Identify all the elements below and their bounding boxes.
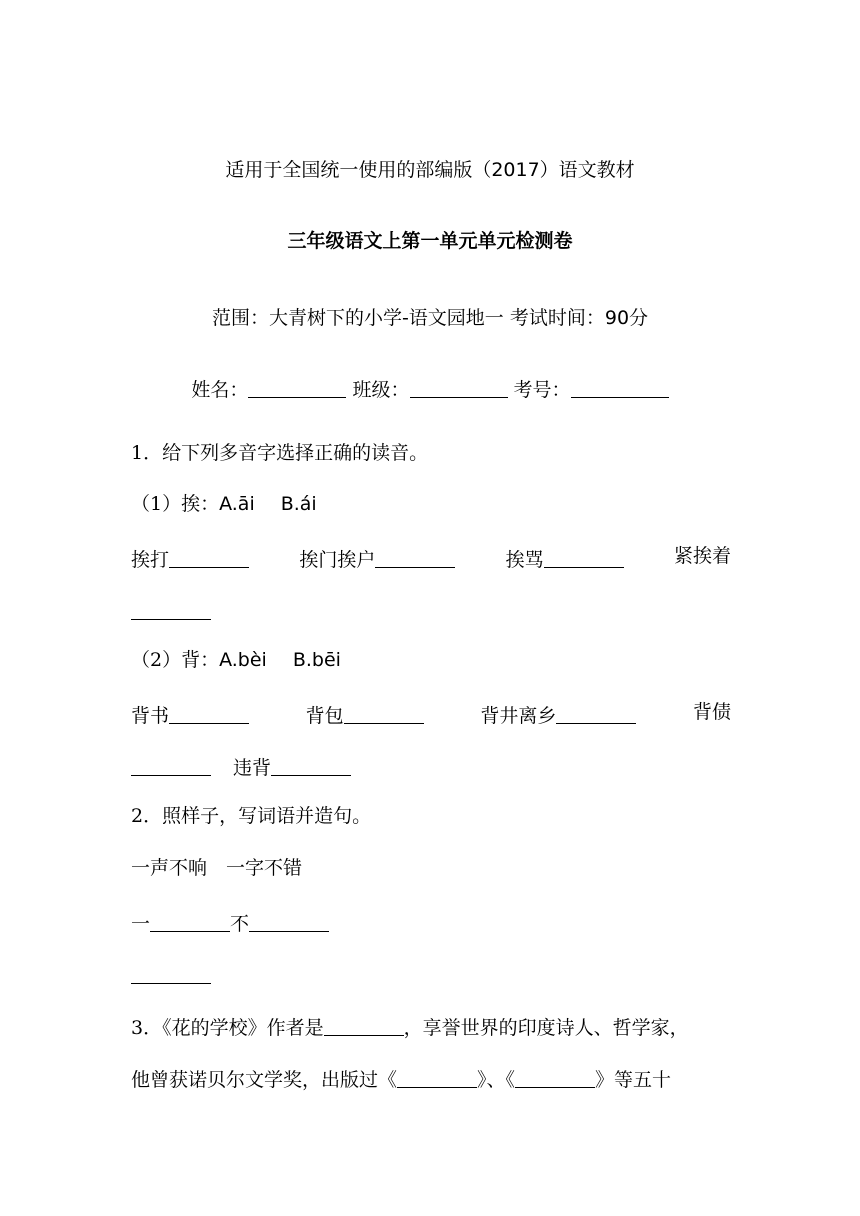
q2-sentence-row xyxy=(131,959,731,989)
q1-part1-option-b: B.ái xyxy=(280,493,317,515)
author-blank[interactable] xyxy=(324,1013,404,1036)
book-blank[interactable] xyxy=(515,1065,595,1088)
word-item: 背书 xyxy=(131,699,249,729)
answer-blank[interactable] xyxy=(375,545,455,568)
answer-blank[interactable] xyxy=(131,961,211,984)
answer-blank[interactable] xyxy=(556,701,636,724)
q2-examples: 一声不响 一字不错 xyxy=(131,857,303,879)
answer-blank[interactable] xyxy=(344,701,424,724)
q1-part2-wrap-row xyxy=(131,751,731,781)
answer-blank[interactable] xyxy=(169,545,249,568)
class-label: 班级： xyxy=(352,379,410,401)
number-label: 考号： xyxy=(513,379,571,401)
answer-blank[interactable] xyxy=(169,701,249,724)
q2-pattern-row: 一 不 xyxy=(131,907,731,937)
word-item: 挨打 xyxy=(131,543,249,573)
q1-part2-option-a: A.bèi xyxy=(219,649,267,671)
word-item: 背债 xyxy=(692,701,731,723)
q1-part1-words-row xyxy=(131,543,731,573)
answer-blank[interactable] xyxy=(131,753,211,776)
q1-part1-option-a: A.āi xyxy=(219,493,255,515)
exam-scope: 范围：大青树下的小学-语文园地一 考试时间：90分 xyxy=(211,307,649,329)
q3-line-2: 他曾获诺贝尔文学奖，出版过《 》、《 》等五十 xyxy=(131,1063,731,1093)
answer-blank[interactable] xyxy=(249,909,329,932)
word-item: 挨门挨户 xyxy=(299,543,455,573)
q2-stem: 2．照样子，写词语并造句。 xyxy=(131,805,372,827)
q1-part1-prompt-row xyxy=(131,491,731,517)
name-blank[interactable] xyxy=(248,375,346,398)
word-item: 紧挨着 xyxy=(673,545,731,567)
q1-part2-words-row xyxy=(131,699,731,729)
book-blank[interactable] xyxy=(397,1065,477,1088)
word-item: 背包 xyxy=(306,699,424,729)
number-blank[interactable] xyxy=(571,375,669,398)
name-label: 姓名： xyxy=(191,379,249,401)
page-title: 三年级语文上第一单元单元检测卷 xyxy=(287,230,573,252)
word-item: 背井离乡 xyxy=(480,699,636,729)
q1-part2-prompt: （2）背： xyxy=(131,649,220,671)
q1-part1-wrap-row xyxy=(131,595,731,625)
answer-blank[interactable] xyxy=(271,753,351,776)
header-line: 适用于全国统一使用的部编版（2017）语文教材 xyxy=(225,159,635,181)
q1-part1-prompt: （1）挨： xyxy=(131,493,220,515)
student-info-row xyxy=(0,373,860,403)
word-item: 挨骂 xyxy=(506,543,624,573)
answer-blank[interactable] xyxy=(150,909,230,932)
word-item: 违背 xyxy=(233,757,272,779)
class-blank[interactable] xyxy=(410,375,508,398)
answer-blank[interactable] xyxy=(544,545,624,568)
q1-part2-prompt-row xyxy=(131,647,731,673)
answer-blank[interactable] xyxy=(131,597,211,620)
q3-line-1: 3．《花的学校》作者是 ，享誉世界的印度诗人、哲学家， xyxy=(131,1011,731,1041)
q1-stem: 1．给下列多音字选择正确的读音。 xyxy=(131,442,429,464)
q1-part2-option-b: B.bēi xyxy=(292,649,341,671)
